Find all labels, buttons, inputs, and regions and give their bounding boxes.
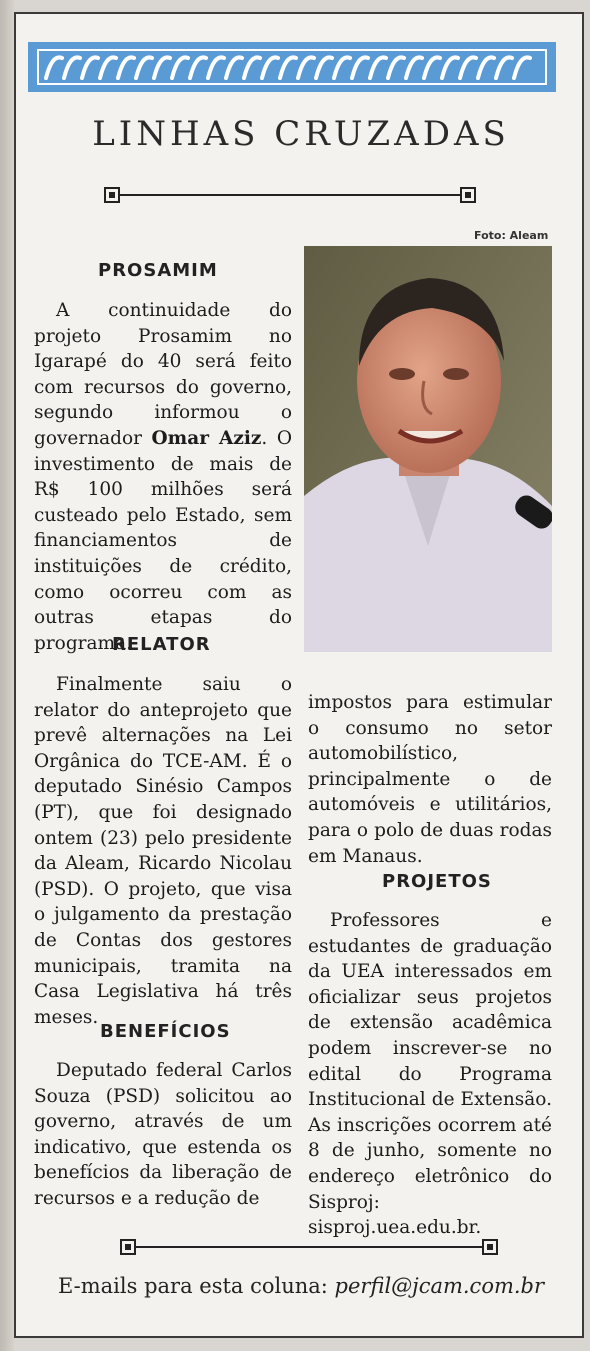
portrait-image: [304, 246, 552, 652]
section-text-beneficios-continued: impostos para estimular o consumo no setor automobilístico, principalmente o de automóveis e utilitários, para o polo de duas rodas em Manaus.: [308, 692, 552, 867]
bottom-divider: [120, 1239, 498, 1255]
section-heading-projetos: PROJETOS: [382, 871, 492, 892]
top-divider: [104, 187, 476, 203]
section-text-projetos: Professores e estudantes de graduação da UEA interessados em oficializar seus projetos de extensão acadêmica podem inscrever-se no edital do Programa Institucional de Extensão. As inscrições ocorrem até 8 de junho, somente no endereço eletrônico do Sisproj: sisproj.uea.edu.br.: [308, 910, 552, 1239]
decorative-banner: [28, 42, 556, 92]
contact-email[interactable]: perfil@jcam.com.br: [334, 1274, 545, 1298]
footer-label: E-mails para esta coluna:: [57, 1274, 335, 1298]
section-heading-relator: RELATOR: [112, 634, 211, 655]
adjacent-page-edge: [0, 0, 14, 1351]
column-title: LINHAS CRUZADAS: [92, 114, 510, 154]
column-box: [14, 12, 584, 1338]
section-text-prosamim: A continuidade do projeto Prosamim no Igarapé do 40 será feito com recursos do governo, segundo informou o governador Omar Aziz. O investimento de mais de R$ 100 milhões será custeado pelo Estado, sem financiamentos de instituições de crédito, como ocorreu com as outras etapas do programa.: [34, 300, 292, 654]
governor-name: Omar Aziz: [151, 427, 262, 449]
footer-email-line: [16, 1274, 586, 1298]
section-text-beneficios: Deputado federal Carlos Souza (PSD) solicitou ao governo, através de um indicativo, que estenda os benefícios da liberação de recursos e a redução de: [34, 1060, 292, 1209]
photo-credit: Foto: Aleam: [474, 229, 549, 242]
portrait-photo: [304, 246, 552, 652]
wave-pattern-icon: [28, 42, 556, 92]
section-heading-prosamim: PROSAMIM: [98, 260, 218, 281]
section-heading-beneficios: BENEFÍCIOS: [100, 1021, 231, 1042]
section-text-relator: Finalmente saiu o relator do anteprojeto que prevê alternações na Lei Orgânica do TCE-AM. É o deputado Sinésio Campos (PT), que foi designado ontem (23) pelo presidente da Aleam, Ricardo Nicolau (PSD). O projeto, que visa o julgamento da prestação de Contas dos gestores municipais, tramita na Casa Legislativa há três meses.: [34, 674, 292, 1028]
